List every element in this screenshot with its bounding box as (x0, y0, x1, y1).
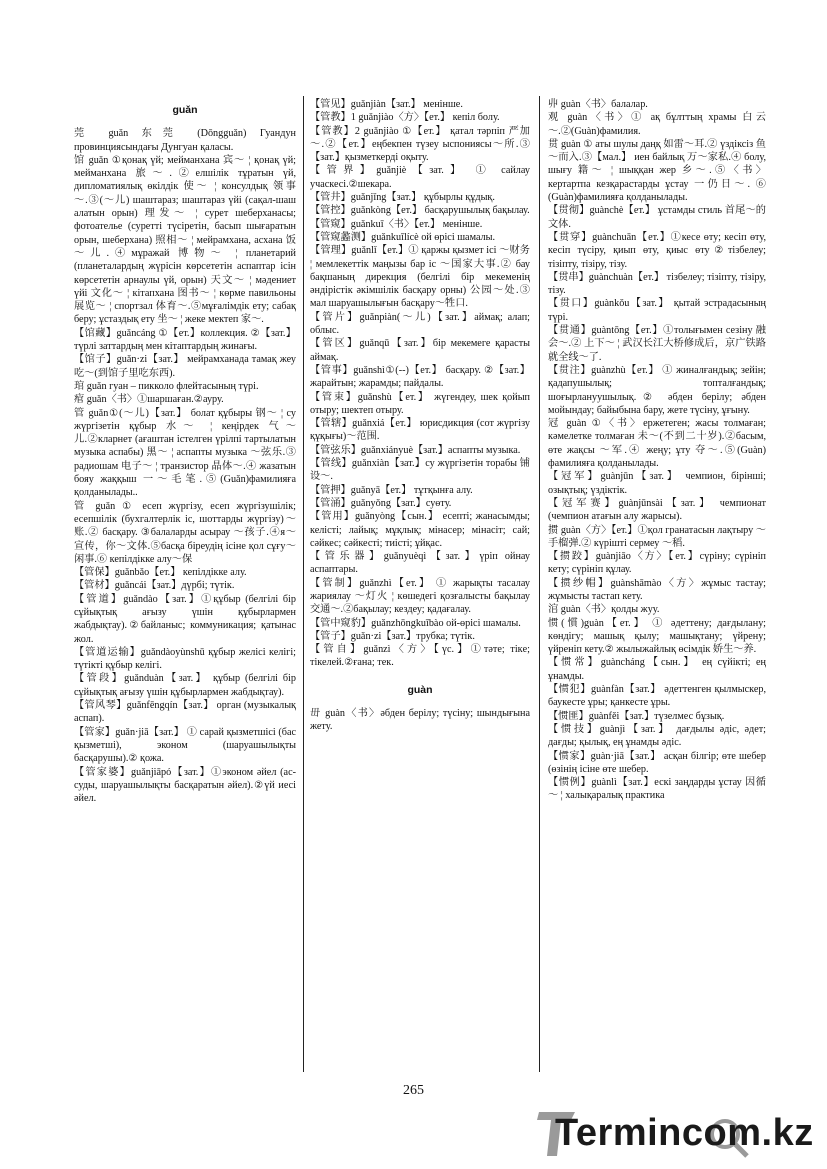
dictionary-entry: 管 guǎn①(～儿)【зат.】 болат құбыры 钢～ ¦ су жүргізетін құбыр 水～ ¦ кеңірдек 气～儿.②кларнет (ағаштан істелген үрілпі тартылатын музыка аспабы) 黑～ ¦ аспапты музыка ～弦乐.③ радиошам 电子～ ¦ транзистор 晶体～.④ жазатын бояу жаққыш 一～毛笔.⑤(Guǎn)фамилияға қолданылады.. (74, 407, 296, 499)
entry-list (310, 707, 530, 734)
dictionary-entry: 【惯家】guàn·jiā【зат.】 асқан білгір; өте шебер (өзінің ісіне өте шебер. (548, 750, 766, 775)
dictionary-entry: 贯 guàn ① аты шулы даңқ 如雷～耳.② үздіксіз 鱼～而入.③【мал.】 иен байлық 万～家私.④ болу, шығу 籍～ ¦ шыққан жер 乡～.⑤〈书〉 кертартпа кезқарастарды ұстау 一仍日～. ⑥ (Guàn)фамилияға қолданылады. (548, 138, 766, 204)
dictionary-entry: 【管理】guǎnlǐ【ет.】① қаржы қызмет ісі ～财务 ¦ мемлекеттік маңызы бар іс ～国家大事.② бау бақшаның дирекция (белгілі бір мекеменің әндірістік әкімшілік басқару орны) 公园～处.③ мал шаруашылығын басқару～牲口. (310, 245, 530, 310)
dictionary-entry: 【管窥蠡测】guǎnkuīlícè ой өрісі шамалы. (310, 231, 496, 243)
dictionary-entry: 【惯常】guàncháng【сын.】 ең сүйікті; ең ұнамды. (548, 657, 766, 682)
dictionary-entry: 馆 guǎn ①қонақ үй; мейманхана 宾～ ¦ қонақ үй; мейманхана 旅～.②елшілік тұратын үй, дипломатиялық өкілдік 使～ ¦ консулдық 领事～.③(～儿) шаштараз; шаштараз үйі (сақал-шаш алатын орын) 理发～ ¦ сурет шеберханасы; фотоателье (суретті түсіретін, басып шығаратын орын, шеберхана) 照相～ ¦ мейрамхана, асхана 饭～儿.④мұражай 博物～ ¦ планетарий (планеталардың жүрісін көрсететін аспаптар ісін көрсететін арнаулы үй, орын) 天文～ ¦ мәдениет үйі 文化～ ¦ кітапхана 图书～ ¦ көрме павильоны 展览～ ¦ спортзал 体育～.⑤мұғалімдік ету; сабақ беру; ұстаздық ету 坐～ ¦ жеке мектеп 家～. (74, 154, 296, 326)
column-divider (303, 96, 304, 1072)
dictionary-entry: 【冠军赛】guànjūnsài【зат.】 чемпионат (чемпион атағын алу жарысы). (548, 497, 766, 523)
dictionary-entry: 涫 guàn〈书〉қолды жуу. (548, 604, 660, 616)
dictionary-column-right (548, 98, 766, 1078)
dictionary-entry: 【管线】guǎnxiàn【зат.】су жүргізетін торабы 铺设～. (310, 458, 530, 483)
dictionary-entry: 【管涌】guǎnyǒng【зат.】суөту. (310, 497, 452, 509)
dictionary-entry: 【馆藏】guǎncáng ①【ет.】коллекция. ②【зат.】 түрлі заттардың мен кітаптардың жинағы. (74, 327, 296, 353)
dictionary-entry: 【管保】guǎnbǎo【ет.】 кепілдікке алу. (74, 567, 247, 579)
dictionary-entry: 【管片】guǎnpiàn(～儿)【зат.】аймақ; алап; облыс. (310, 311, 530, 337)
dictionary-entry: 【管辖】guǎnxiá【ет.】 юрисдикция (сот жүргізу құқығы)～范围. (310, 418, 530, 443)
dictionary-entry: 【管材】guǎncái【зат.】дүрбі; түтік. (74, 580, 235, 592)
section-heading: guàn (407, 683, 433, 696)
dictionary-column-middle (310, 98, 530, 1078)
dictionary-entry: 【贯彻】guànchè【ет.】 ұстамды стиль 首尾～的文体. (548, 205, 766, 230)
dictionary-entry: 【管控】guǎnkòng【ет.】 басқарушылық бақылау. (310, 205, 530, 217)
dictionary-entry: 【贯串】guànchuàn【ет.】 тізбелеу; тізіпту, тізіру, тізу. (548, 271, 766, 297)
dictionary-entry: 【管弦乐】guǎnxiányuè【зат.】аспапты музыка. (310, 444, 521, 456)
dictionary-entry: 【管风琴】guǎnfēngqín【зат.】 орган (музыкалық аспап). (74, 700, 296, 725)
dictionary-entry: 【惯例】guànlì【зат.】ескі заңдарды ұстау 因循～ ¦ халықаралық практика (548, 777, 766, 802)
dictionary-entry: 【管事】guǎnshì①(--)【ет.】 басқару. ②【зат.】 жарайтын; жарамды; пайдалы. (310, 364, 530, 390)
page-number: 265 (403, 1083, 424, 1098)
dictionary-entry: 【惯技】guànjì【зат.】 дағдылы әдіс, әдет; дағды; қылық, ең ұнамды әдіс. (548, 723, 766, 749)
dictionary-entry: 冠 guàn ①〈书〉ержетеген; жасы толмаған; кәмелетке толмаған 未～(不到二十岁).②басым, өте жақсы ～军.④ жеңу; ұту 夺～.⑤(Guàn) фамилияға қолданылады. (548, 418, 766, 470)
termincom-logo (535, 1104, 815, 1164)
dictionary-entry: 观 guàn〈书〉① ақ бұлттың храмы 白云～.②(Guàn)фамилия. (548, 112, 766, 137)
dictionary-entry: 掼 guàn〈方〉【ет.】①қол гранатасын лақтыру ～手榴弹.② күрішті сермеу ～稻. (548, 524, 766, 549)
column-divider (539, 96, 540, 1072)
dictionary-entry: 【管家】guǎn·jiā【зат.】 ① сарай қызметшісі (бас қызметші), эконом (шаруашылықты басқарушы).② қожа. (74, 726, 296, 765)
dictionary-entry: 【管道运输】guǎndàoyùnshū құбыр желісі келігі; түтікті құбыр келігі. (74, 646, 296, 672)
dictionary-entry: 【管界】guǎnjiè【зат.】 ① сайлау учаскесі.②шекара. (310, 165, 530, 190)
dictionary-entry: 【管道】guǎndào【зат.】①құбыр (белгілі бір сұйықтық ағызу үшін құбырлармен жабдықтау).②байланыс; коммуникация; қатынас жол. (74, 593, 296, 645)
dictionary-column-left (74, 98, 296, 1078)
dictionary-entry: 【贯通】guàntōng【ет.】①толығымен сезіну 融会～.② 上下～ ¦ 武汉长江大桥修成后，京广铁路就全线～了. (548, 325, 766, 363)
dictionary-entry: 【管中窥豹】guǎnzhōngkuībào ой-өрісі шамалы. (310, 617, 521, 629)
dictionary-entry: 【惯匪】guànfěi【зат.】түзелмес бұзық. (548, 710, 725, 722)
dictionary-entry: 【管见】guǎnjiàn【зат.】 менінше. (310, 99, 463, 110)
dictionary-entry: 【管乐器】guǎnyuèqì【зат.】үріп ойнау аспаптары. (310, 551, 530, 576)
dictionary-entry: 【管用】guǎnyòng【сын.】 есепті; жанасымды; келісті; лайық; мұқлық; мінасер; мінасіт; сай; сәйкес; сәйкесті; тиісті; ұйқас. (310, 511, 530, 549)
dictionary-entry: 琯 guǎn гуан – пикколо флейтасының түрі. (74, 380, 259, 392)
dictionary-entry: 【贯穿】guànchuān【ет.】①кесе өту; кесіп өту, кесіп түсіру, қиып өту, қиыс өту②тізбелеу; тізіпту, тізіру, тізу. (548, 231, 766, 270)
dictionary-entry: 【惯犯】guànfàn【зат.】 әдеттенген қылмыскер, баукесте ұры; қанкесте ұры. (548, 684, 766, 709)
dictionary-entry: 【管家婆】guǎnjiāpó【зат.】①эконом әйел (ас-суды, шаруашылықты басқаратын әйел).②үй иесі әйел. (74, 766, 296, 805)
dictionary-entry: 丱 guàn〈书〉балалар. (548, 99, 648, 110)
dictionary-entry: 【掼跤】guànjiāo〈方〉【ет.】сүріну; сүрініп кету; сүрініп құлау. (548, 551, 766, 576)
entry-list (548, 98, 766, 803)
dictionary-entry: 【管自】guǎnzì〈方〉【үс.】①тәте; тікe; тікелей.②ғана; тек. (310, 644, 530, 669)
dictionary-entry: 【管押】guǎnyā【ет.】 тұтқынға алу. (310, 484, 473, 496)
dictionary-entry: 【管窥】guǎnkuī〈书〉【ет.】 менінше. (310, 218, 483, 230)
dictionary-entry: 【贯注】guànzhù【ет.】 ① жиналғандық; зейін; қадапушылық; топталғандық; шоғырлануушылық.② әбден берілу; әбден мойындау; байыбына бару, жете түсіну, ұғыну. (548, 364, 766, 416)
logo-text: Termincom.kz (555, 1112, 814, 1154)
dictionary-entry: 毌 guàn〈书〉әбден берілу; түсіну; шындығына жету. (310, 708, 530, 733)
dictionary-entry: 【贯口】guànkǒu【зат.】 қытай эстрадасының түрі. (548, 298, 766, 323)
dictionary-entry: 【冠军】guànjūn【зат.】 чемпион, бірінші; озықтық; үздіктік. (548, 471, 766, 496)
dictionary-entry: 痯 guǎn〈书〉①шаршаған.②ауру. (74, 394, 224, 406)
dictionary-entry: 莞 guǎn 东莞 (Dōngguǎn) Гуандун провинциясындағы Дунгуан қаласы. (74, 128, 296, 153)
dictionary-entry: 管 guǎn ① есеп жүргізу, есеп жүргізушілік; есепшілік (бухгалтерлік іс, шоттарды жүргізу)～账.② басқару. ③балаларды асырау ～孩子.④я～宣传，你～文体.⑤басқа біреудің ісіне қол сұғу～闲事.⑥ кепілдікке алу～保 (74, 500, 296, 565)
section-heading: guǎn (172, 104, 198, 116)
dictionary-entry: 【管井】guǎnjǐng【зат.】 құбырлы құдық. (310, 192, 495, 204)
dictionary-entry: 【管教】2 guǎnjiào ①【ет.】 қатал тәрпіп 严加～.②【ет.】еңбекпен түзеу ыспониясы～所.③【зат.】қызметкерді оқыту. (310, 125, 530, 164)
dictionary-entry: 【管段】guǎnduàn【зат.】 құбыр (белгілі бір сұйықтық ағызу үшін құбырлармен жабдықтау). (74, 673, 296, 698)
dictionary-entry: 【管制】guǎnzhì【ет.】 ① жарықты тасалау жариялау ～灯火 ¦ көшедегі қозғалысты бақылау 交通～.②бақылау; кездеу; қадағалау. (310, 577, 530, 616)
dictionary-entry: 【管区】guǎnqū【зат.】бір мекемеге қарасты аймақ. (310, 338, 530, 363)
dictionary-entry: 【掼纱帽】guànshāmào〈方〉жұмыс тастау; жұмысты тастап кету. (548, 577, 766, 602)
dictionary-entry: 【管束】guǎnshù【ет.】 жүгендеу, шек қойып отыру; шектеп отыру. (310, 391, 530, 416)
dictionary-entry: 【管教】1 guǎnjiào〈方〉【ет.】 кепіл болу. (310, 112, 500, 124)
dictionary-entry: 【管子】guǎn·zi【зат.】трубка; түтік. (310, 630, 475, 642)
entry-list (74, 127, 296, 805)
entry-list (310, 98, 530, 670)
dictionary-entry: 惯(慣)guàn【ет.】 ① әдеттену; дағдылану; көндігу; машық қылу; машықтану; үйрену; үйреніп кету.② жылыжайлық өсімдік 娇生～养. (548, 617, 766, 656)
dictionary-entry: 【馆子】guǎn·zi【зат.】 мейрамханада тамақ жеу 吃～(到馆子里吃东西). (74, 354, 296, 379)
